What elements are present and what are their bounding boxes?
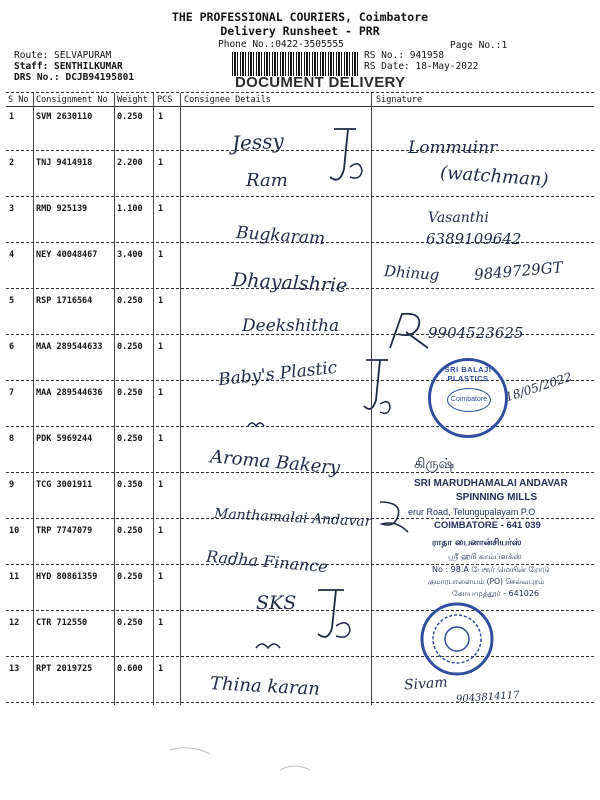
handwritten-date: 18/05/2022 xyxy=(503,369,574,405)
handwritten-phone: 9849729GT xyxy=(473,258,564,284)
stamp-company-name: SRI MARUDHAMALAI ANDAVAR xyxy=(414,478,568,489)
row-rule xyxy=(6,150,594,151)
row-consignment: CTR 712550 xyxy=(36,618,88,628)
row-sno: 8 xyxy=(9,434,15,444)
stamp-company-sub: SPINNING MILLS xyxy=(456,492,538,503)
scribble-signature xyxy=(326,125,366,195)
drs-number: DRS No.: DCJB94195801 xyxy=(14,72,135,83)
row-consignment: SVM 2630110 xyxy=(36,112,93,122)
row-weight: 0.250 xyxy=(117,388,143,398)
row-consignment: NEY 40048467 xyxy=(36,250,98,260)
handwritten-phone: 9043814117 xyxy=(455,689,520,706)
row-pcs: 1 xyxy=(158,480,164,490)
scribble-signature xyxy=(360,356,394,422)
row-consignment: RSP 1716564 xyxy=(36,296,93,306)
handwritten-signature: Vasanthi xyxy=(428,210,489,226)
runsheet-title: THE PROFESSIONAL COURIERS, Coimbatore xyxy=(171,10,429,24)
handwritten-signature: Sivam xyxy=(403,674,449,694)
row-sno: 12 xyxy=(9,618,20,628)
row-pcs: 1 xyxy=(158,112,164,122)
stamp-tamil-line: ஸ்ரீ ஹரி காம்ப்ளக்ஸ் xyxy=(448,552,522,561)
scribble-mark xyxy=(254,640,284,654)
row-pcs: 1 xyxy=(158,618,164,628)
row-pcs: 1 xyxy=(158,296,164,306)
row-consignment: PDK 5969244 xyxy=(36,434,93,444)
scribble-mark xyxy=(246,418,266,432)
col-signature: Signature xyxy=(376,95,423,105)
row-sno: 13 xyxy=(9,664,20,674)
row-consignment: RPT 2019725 xyxy=(36,664,93,674)
stamp-company-address: erur Road, Telungupalayam P.O xyxy=(408,507,536,517)
row-weight: 0.250 xyxy=(117,526,143,536)
handwritten-signature: கிருஷ் xyxy=(414,456,455,472)
barcode xyxy=(232,52,360,76)
row-pcs: 1 xyxy=(158,388,164,398)
stamp-tamil-line: No : 98.A பேரூர் மெயின் ரோடு xyxy=(432,565,550,574)
handwritten-consignee: Jessy xyxy=(231,128,285,156)
row-weight: 0.250 xyxy=(117,618,143,628)
handwritten-consignee: SKS xyxy=(256,592,297,614)
row-consignment: TRP 7747079 xyxy=(36,526,93,536)
row-rule xyxy=(6,702,594,703)
handwritten-consignee: Bugkaram xyxy=(235,222,326,250)
row-sno: 10 xyxy=(9,526,20,536)
row-rule xyxy=(6,196,594,197)
row-weight: 1.100 xyxy=(117,204,143,214)
stamp-tamil-line: ராதா பைனான்சியர்ஸ் xyxy=(432,538,522,548)
handwritten-consignee: Aroma Bakery xyxy=(209,446,341,479)
row-consignment: MAA 289544636 xyxy=(36,388,103,398)
row-pcs: 1 xyxy=(158,526,164,536)
row-consignment: RMD 925139 xyxy=(36,204,88,214)
handwritten-phone: 9904523625 xyxy=(428,324,524,342)
rs-date: RS Date: 18-May-2022 xyxy=(364,61,479,72)
row-sno: 6 xyxy=(9,342,15,352)
stamp-company-city: COIMBATORE - 641 039 xyxy=(434,520,541,531)
rs-number: RS No.: 941958 xyxy=(364,50,445,61)
stamp-center-text: Coimbatore xyxy=(447,388,491,412)
table-top-rule xyxy=(6,92,594,93)
row-sno: 7 xyxy=(9,388,15,398)
row-consignment: TNJ 9414918 xyxy=(36,158,93,168)
row-consignment: TCG 3001911 xyxy=(36,480,93,490)
scan-noise xyxy=(160,730,360,790)
handwritten-consignee: Thina karan xyxy=(209,673,321,700)
row-weight: 0.600 xyxy=(117,664,143,674)
round-seal-stamp xyxy=(418,600,496,678)
row-weight: 0.350 xyxy=(117,480,143,490)
row-weight: 3.400 xyxy=(117,250,143,260)
row-pcs: 1 xyxy=(158,204,164,214)
row-weight: 0.250 xyxy=(117,572,143,582)
row-sno: 5 xyxy=(9,296,15,306)
handwritten-consignee: Deekshitha xyxy=(242,316,340,336)
col-divider xyxy=(153,93,154,705)
col-weight: Weight xyxy=(117,95,148,105)
row-rule xyxy=(6,656,594,657)
col-divider xyxy=(33,93,34,705)
row-pcs: 1 xyxy=(158,572,164,582)
row-pcs: 1 xyxy=(158,158,164,168)
row-sno: 9 xyxy=(9,480,15,490)
route-label: Route: SELVAPURAM xyxy=(14,50,112,61)
handwritten-phone: 6389109642 xyxy=(426,230,522,248)
phone-number: Phone No.:0422-3505555 xyxy=(218,39,344,50)
col-sno: S No xyxy=(8,95,29,105)
col-divider xyxy=(180,93,181,705)
row-sno: 3 xyxy=(9,204,15,214)
stamp-tamil-line: கோயமுத்தூர் - 641026 xyxy=(452,589,540,598)
row-pcs: 1 xyxy=(158,250,164,260)
handwritten-consignee: Dhayalshrie xyxy=(231,268,348,298)
row-weight: 2.200 xyxy=(117,158,143,168)
row-sno: 11 xyxy=(9,572,20,582)
col-divider xyxy=(114,93,115,705)
handwritten-signature: Lommuinr xyxy=(408,138,498,158)
row-pcs: 1 xyxy=(158,664,164,674)
row-pcs: 1 xyxy=(158,434,164,444)
scribble-signature xyxy=(310,586,356,650)
page-number: Page No.:1 xyxy=(450,40,508,51)
staff-label: Staff: SENTHILKUMAR xyxy=(14,61,123,72)
document-delivery-banner: DOCUMENT DELIVERY xyxy=(235,74,406,91)
sri-balaji-plastics-stamp xyxy=(428,358,508,438)
stamp-tamil-line: குமாரபாளையம் (PO) செல்வபுரம் xyxy=(428,577,545,586)
handwritten-signature: (watchman) xyxy=(439,162,550,191)
row-weight: 0.250 xyxy=(117,434,143,444)
row-sno: 2 xyxy=(9,158,15,168)
row-pcs: 1 xyxy=(158,342,164,352)
runsheet-subtitle: Delivery Runsheet - PRR xyxy=(220,24,380,38)
header-rule xyxy=(6,106,594,107)
row-weight: 0.250 xyxy=(117,342,143,352)
row-sno: 1 xyxy=(9,112,15,122)
row-consignment: MAA 289544633 xyxy=(36,342,103,352)
handwritten-consignee: Baby's Plastic xyxy=(217,357,339,391)
row-weight: 0.250 xyxy=(117,112,143,122)
col-consignment: Consignment No xyxy=(36,95,108,105)
handwritten-signature: Dhinug xyxy=(383,262,440,284)
row-weight: 0.250 xyxy=(117,296,143,306)
col-consignee: Consignee Details xyxy=(184,95,271,105)
row-rule xyxy=(6,610,594,611)
row-consignment: HYD 80861359 xyxy=(36,572,98,582)
handwritten-consignee: Ram xyxy=(246,170,288,191)
row-rule xyxy=(6,426,594,427)
col-pcs: PCS xyxy=(157,95,173,105)
stamp-ring-text: SRI BALAJI PLASTICS xyxy=(444,365,492,383)
scribble-signature xyxy=(384,308,444,354)
handwritten-consignee: Radha Finance xyxy=(205,546,329,577)
handwritten-consignee: Manthamalai Andavar xyxy=(213,505,372,531)
row-sno: 4 xyxy=(9,250,15,260)
